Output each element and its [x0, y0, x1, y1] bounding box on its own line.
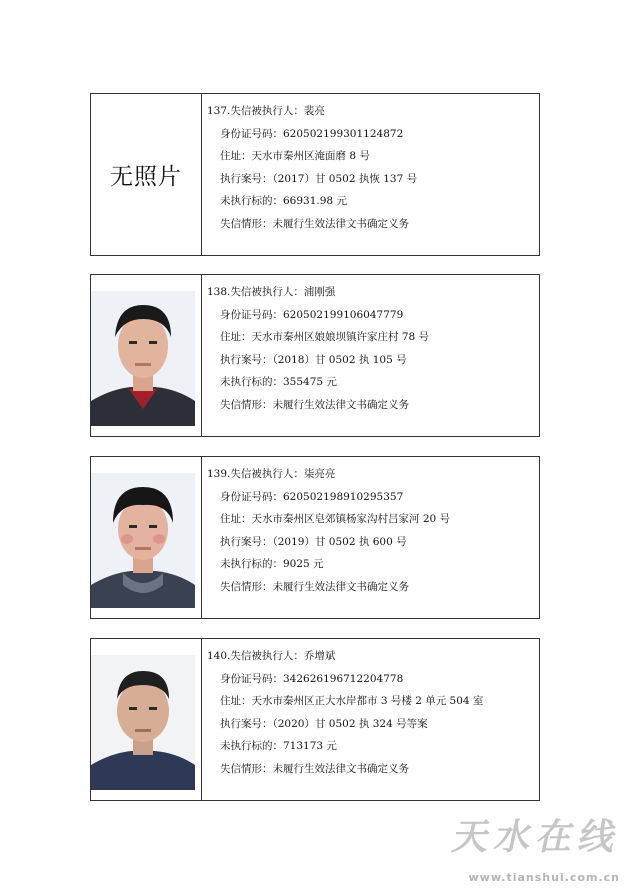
- case-number: （2020）甘 0502 执 324 号等案: [272, 717, 428, 730]
- case-row: 执行案号：（2019）甘 0502 执 600 号: [220, 535, 407, 548]
- person-photo: [91, 291, 195, 426]
- reason-row: 失信情形：未履行生效法律文书确定义务: [220, 398, 409, 411]
- id-row: 身份证号码：620502198910295357: [220, 490, 404, 503]
- id-number: 342626196712204778: [283, 672, 404, 685]
- case-row: 执行案号：（2018）甘 0502 执 105 号: [220, 353, 407, 366]
- reason-row: 失信情形：未履行生效法律文书确定义务: [220, 580, 409, 593]
- record-heading: 137.失信被执行人：裴亮: [207, 105, 325, 117]
- amount: 355475 元: [283, 376, 337, 388]
- address: 天水市秦州区皂郊镇杨家沟村吕家河 20 号: [251, 513, 451, 525]
- person-photo: [91, 473, 195, 608]
- address-row: 住址：天水市秦州区皂郊镇杨家沟村吕家河 20 号: [220, 513, 451, 525]
- id-row: 身份证号码：620502199301124872: [220, 127, 404, 140]
- amount-row: 未执行标的：9025 元: [220, 558, 324, 570]
- watermark-logo: 天水在线: [448, 817, 626, 858]
- reason: 未履行生效法律文书确定义务: [272, 580, 409, 593]
- photo-cell: [91, 275, 202, 436]
- record-info: [202, 94, 539, 255]
- record-heading: 138.失信被执行人：浦刚强: [207, 286, 336, 298]
- id-number: 620502198910295357: [283, 490, 404, 503]
- address-row: 住址：天水市秦州区正大水岸都市 3 号楼 2 单元 504 室: [220, 695, 484, 707]
- record-info: [202, 639, 539, 800]
- record-heading: 139.失信被执行人：柒亮亮: [207, 468, 336, 480]
- reason: 未履行生效法律文书确定义务: [272, 398, 409, 411]
- reason-row: 失信情形：未履行生效法律文书确定义务: [220, 217, 409, 230]
- record-info: [202, 457, 539, 618]
- id-number: 620502199301124872: [283, 127, 404, 140]
- record-heading: 140.失信被执行人：乔增斌: [207, 650, 336, 662]
- reason: 未履行生效法律文书确定义务: [272, 762, 409, 775]
- person-photo: [91, 655, 195, 790]
- address-row: 住址：天水市秦州区淹面磨 8 号: [220, 150, 370, 162]
- address-row: 住址：天水市秦州区娘娘坝镇许家庄村 78 号: [220, 331, 430, 343]
- photo-cell: [91, 639, 202, 800]
- amount-row: 未执行标的：713173 元: [220, 740, 337, 752]
- address: 天水市秦州区娘娘坝镇许家庄村 78 号: [251, 331, 430, 343]
- watermark-url: www.tianshui.com.cn: [468, 871, 620, 884]
- record-140: [90, 638, 540, 801]
- case-number: （2019）甘 0502 执 600 号: [272, 535, 407, 548]
- id-row: 身份证号码：342626196712204778: [220, 672, 404, 685]
- record-139: [90, 456, 540, 619]
- amount: 9025 元: [283, 558, 324, 570]
- case-number: （2018）甘 0502 执 105 号: [272, 353, 407, 366]
- amount: 66931.98 元: [283, 195, 347, 207]
- id-number: 620502199106047779: [283, 308, 404, 321]
- address: 天水市秦州区淹面磨 8 号: [251, 150, 370, 162]
- no-photo-label: 无照片: [110, 164, 182, 190]
- reason: 未履行生效法律文书确定义务: [272, 217, 409, 230]
- reason-row: 失信情形：未履行生效法律文书确定义务: [220, 762, 409, 775]
- amount-row: 未执行标的：66931.98 元: [220, 195, 347, 207]
- case-row: 执行案号：（2017）甘 0502 执恢 137 号: [220, 172, 418, 185]
- id-row: 身份证号码：620502199106047779: [220, 308, 404, 321]
- photo-cell: [91, 457, 202, 618]
- case-row: 执行案号：（2020）甘 0502 执 324 号等案: [220, 717, 428, 730]
- amount: 713173 元: [283, 740, 337, 752]
- photo-cell: [91, 94, 202, 255]
- case-number: （2017）甘 0502 执恢 137 号: [272, 172, 418, 185]
- record-info: [202, 275, 539, 436]
- record-138: [90, 274, 540, 437]
- address: 天水市秦州区正大水岸都市 3 号楼 2 单元 504 室: [251, 695, 484, 707]
- record-137: [90, 93, 540, 256]
- amount-row: 未执行标的：355475 元: [220, 376, 337, 388]
